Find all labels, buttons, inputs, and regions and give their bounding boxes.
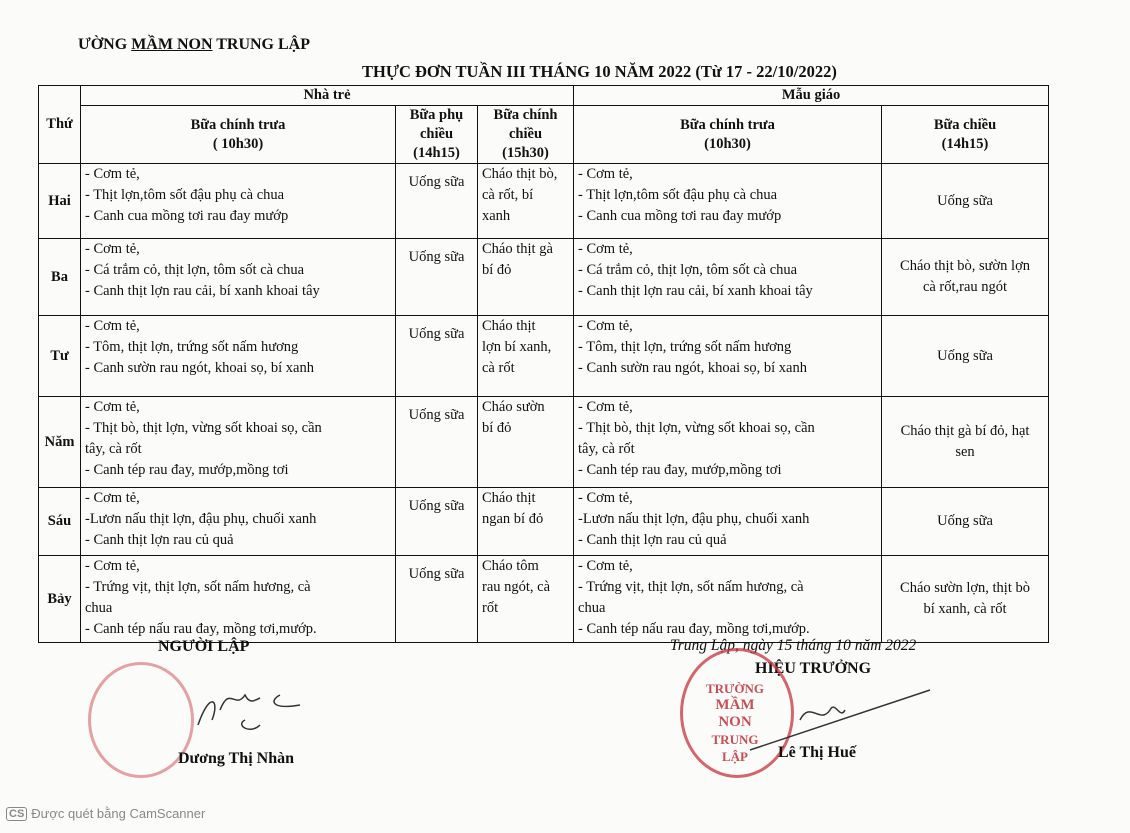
- menu-line: - Canh cua mồng tơi rau đay mướp: [85, 208, 289, 224]
- nt-lunch-cell: [81, 488, 396, 556]
- mg-lunch-cell: [574, 164, 882, 239]
- menu-line: - Cá trắm cỏ, thịt lợn, tôm sốt cà chua: [85, 262, 305, 278]
- menu-line: sen: [955, 444, 975, 460]
- menu-line: Cháo sườn: [482, 399, 545, 415]
- nt-lunch-cell: [81, 556, 396, 643]
- scanner-footer: [6, 806, 205, 821]
- menu-line: - Trứng vịt, thịt lợn, sốt nấm hương, cà: [578, 579, 804, 595]
- header-line: Bữa chính trưa: [190, 116, 286, 133]
- menu-line: - Canh tép rau đay, mướp,mồng tơi: [578, 462, 782, 478]
- menu-line: Uống sữa: [937, 192, 993, 209]
- menu-line: Cháo thịt gà: [482, 241, 553, 257]
- nt-dinner-cell: [478, 164, 574, 239]
- menu-line: - Canh sườn rau ngót, khoai sọ, bí xanh: [85, 360, 314, 376]
- menu-line: Uống sữa: [408, 174, 465, 190]
- header-line: Bữa chiều: [933, 116, 997, 133]
- menu-line: Uống sữa: [408, 326, 465, 342]
- header-nursery: Nhà trẻ: [81, 86, 574, 106]
- menu-line: - Thịt bò, thịt lợn, vừng sốt khoai sọ, cần: [85, 420, 322, 436]
- menu-line: - Thịt bò, thịt lợn, vừng sốt khoai sọ, cần: [578, 420, 815, 436]
- table-row: [39, 239, 1049, 316]
- nt-snack-cell: [396, 239, 478, 316]
- menu-line: Uống sữa: [937, 513, 993, 529]
- day-cell: Bảy: [39, 556, 81, 643]
- mg-afternoon-cell: [882, 556, 1049, 643]
- menu-line: - Cơm tẻ,: [578, 166, 633, 182]
- menu-line: - Canh sườn rau ngót, khoai sọ, bí xanh: [578, 360, 807, 376]
- preparer-title: NGƯỜI LẬP: [158, 638, 250, 655]
- menu-line: - Trứng vịt, thịt lợn, sốt nấm hương, cà: [85, 579, 311, 595]
- school-name: [78, 36, 310, 54]
- menu-line: - Cơm tẻ,: [85, 490, 140, 506]
- menu-line: - Canh thịt lợn rau cải, bí xanh khoai tây: [85, 283, 320, 299]
- preparer-name: Dương Thị Nhàn: [178, 750, 294, 767]
- menu-line: - Cơm tẻ,: [578, 399, 633, 415]
- header-line: (10h30): [704, 135, 751, 152]
- menu-line: - Cơm tẻ,: [578, 558, 633, 574]
- menu-line: - Canh thịt lợn rau cải, bí xanh khoai tây: [578, 283, 813, 299]
- nt-dinner-cell: [478, 488, 574, 556]
- principal-name: Lê Thị Huế: [778, 744, 856, 761]
- nt-snack-cell: [396, 556, 478, 643]
- menu-line: cà rốt, bí: [482, 187, 534, 203]
- nt-dinner-cell: [478, 397, 574, 488]
- table-row: [39, 488, 1049, 556]
- header-day: Thứ: [39, 86, 81, 164]
- nt-snack-cell: [396, 316, 478, 397]
- camscanner-logo-icon: CS: [6, 807, 27, 821]
- mg-afternoon-cell: [882, 488, 1049, 556]
- header-mg-afternoon: [882, 106, 1049, 164]
- header-nt-snack: [396, 106, 478, 164]
- table-row: [39, 556, 1049, 643]
- header-line: Bữa chính trưa: [680, 116, 775, 133]
- menu-line: tây, cà rốt: [578, 441, 635, 457]
- menu-line: Cháo thịt bò,: [482, 166, 558, 182]
- menu-line: - Thịt lợn,tôm sốt đậu phụ cà chua: [578, 187, 778, 203]
- menu-line: Cháo sườn lợn, thịt bò: [900, 580, 1030, 596]
- menu-line: - Canh thịt lợn rau củ quả: [85, 532, 234, 548]
- menu-line: - Tôm, thịt lợn, trứng sốt nấm hương: [85, 339, 299, 355]
- menu-line: cà rốt: [482, 360, 515, 376]
- menu-line: xanh: [482, 208, 511, 224]
- menu-line: - Canh thịt lợn rau củ quả: [578, 532, 727, 548]
- menu-line: - Cơm tẻ,: [85, 241, 140, 257]
- menu-line: cà rốt,rau ngót: [922, 279, 1008, 295]
- menu-line: - Cá trắm cỏ, thịt lợn, tôm sốt cà chua: [578, 262, 798, 278]
- menu-line: - Cơm tẻ,: [85, 318, 140, 334]
- nt-snack-cell: [396, 164, 478, 239]
- menu-line: -Lươn nấu thịt lợn, đậu phụ, chuối xanh: [85, 511, 317, 527]
- header-line: chiều: [508, 126, 543, 142]
- menu-line: - Cơm tẻ,: [85, 166, 140, 182]
- date-line: Trung Lập, ngày 15 tháng 10 năm 2022: [670, 637, 917, 654]
- school-suffix: TRUNG LẬP: [212, 36, 310, 53]
- nt-lunch-cell: [81, 164, 396, 239]
- school-prefix: ƯỜNG: [78, 36, 132, 53]
- menu-line: Uống sữa: [408, 407, 465, 423]
- menu-line: lợn bí xanh,: [482, 339, 552, 355]
- nt-snack-cell: [396, 397, 478, 488]
- menu-line: - Cơm tẻ,: [85, 558, 140, 574]
- header-line: ( 10h30): [212, 135, 264, 152]
- menu-line: chua: [578, 600, 606, 616]
- menu-line: - Canh tép nấu rau đay, mồng tơi,mướp.: [578, 621, 810, 637]
- menu-line: Cháo thịt: [482, 490, 536, 506]
- header-kindergarten: Mẫu giáo: [574, 86, 1049, 106]
- menu-line: ngan bí đỏ: [482, 511, 544, 527]
- menu-line: Cháo thịt bò, sườn lợn: [900, 258, 1030, 274]
- scanner-footer-text: Được quét bằng CamScanner: [31, 806, 206, 821]
- nt-lunch-cell: [81, 239, 396, 316]
- day-cell: Ba: [39, 239, 81, 316]
- mg-lunch-cell: [574, 488, 882, 556]
- menu-line: Uống sữa: [408, 249, 465, 265]
- menu-line: rau ngót, cà: [482, 579, 551, 595]
- menu-line: bí đỏ: [482, 262, 512, 278]
- mg-lunch-cell: [574, 316, 882, 397]
- day-cell: Tư: [39, 316, 81, 397]
- menu-line: Uống sữa: [408, 498, 465, 514]
- day-cell: Hai: [39, 164, 81, 239]
- signature-preparer: [190, 680, 340, 740]
- menu-line: - Tôm, thịt lợn, trứng sốt nấm hương: [578, 339, 792, 355]
- menu-line: - Cơm tẻ,: [578, 318, 633, 334]
- table-row: [39, 397, 1049, 488]
- header-mg-lunch: [574, 106, 882, 164]
- menu-line: - Cơm tẻ,: [85, 399, 140, 415]
- day-cell: Năm: [39, 397, 81, 488]
- table-row: [39, 316, 1049, 397]
- menu-line: chua: [85, 600, 113, 616]
- menu-line: Uống sữa: [408, 566, 465, 582]
- nt-lunch-cell: [81, 397, 396, 488]
- header-nt-lunch: [81, 106, 396, 164]
- mg-afternoon-cell: [882, 316, 1049, 397]
- nt-dinner-cell: [478, 316, 574, 397]
- menu-line: Uống sữa: [937, 347, 993, 364]
- menu-table: [38, 85, 1049, 643]
- nt-lunch-cell: [81, 316, 396, 397]
- menu-line: Cháo tôm: [482, 558, 539, 574]
- menu-line: - Cơm tẻ,: [578, 490, 633, 506]
- mg-lunch-cell: [574, 397, 882, 488]
- nt-dinner-cell: [478, 556, 574, 643]
- principal-title: HIỆU TRƯỞNG: [755, 660, 872, 677]
- stamp-line: TRUNG LẬP: [711, 732, 759, 764]
- document-title: THỰC ĐƠN TUẦN III THÁNG 10 NĂM 2022 (Từ 17 - 22/10/2022): [362, 62, 837, 81]
- menu-line: - Canh tép rau đay, mướp,mồng tơi: [85, 462, 289, 478]
- header-line: (14h15): [413, 145, 460, 161]
- menu-line: - Thịt lợn,tôm sốt đậu phụ cà chua: [85, 187, 285, 203]
- header-nt-dinner: [478, 106, 574, 164]
- table-row: [39, 164, 1049, 239]
- stamp-line: TRƯỜNG: [705, 681, 765, 696]
- mg-lunch-cell: [574, 239, 882, 316]
- header-line: chiều: [419, 126, 454, 142]
- menu-line: - Canh cua mồng tơi rau đay mướp: [578, 208, 782, 224]
- day-cell: Sáu: [39, 488, 81, 556]
- mg-afternoon-cell: [882, 164, 1049, 239]
- menu-line: Cháo thịt gà bí đỏ, hạt: [900, 423, 1030, 439]
- menu-line: tây, cà rốt: [85, 441, 142, 457]
- header-line: (15h30): [502, 145, 549, 161]
- header-line: Bữa chính: [493, 107, 558, 123]
- school-underlined: MẦM NON: [131, 36, 213, 53]
- menu-line: -Lươn nấu thịt lợn, đậu phụ, chuối xanh: [578, 511, 810, 527]
- nt-dinner-cell: [478, 239, 574, 316]
- mg-afternoon-cell: [882, 397, 1049, 488]
- header-line: Bữa phụ: [409, 107, 464, 123]
- mg-lunch-cell: [574, 556, 882, 643]
- menu-line: bí xanh, cà rốt: [923, 601, 1007, 617]
- menu-line: - Cơm tẻ,: [578, 241, 633, 257]
- mg-afternoon-cell: [882, 239, 1049, 316]
- menu-line: - Canh tép nấu rau đay, mồng tơi,mướp.: [85, 621, 317, 637]
- menu-line: rốt: [482, 600, 499, 616]
- nt-snack-cell: [396, 488, 478, 556]
- header-line: (14h15): [941, 135, 989, 152]
- menu-line: bí đỏ: [482, 420, 512, 436]
- stamp-line: MẦM NON: [715, 697, 755, 730]
- menu-line: Cháo thịt: [482, 318, 536, 334]
